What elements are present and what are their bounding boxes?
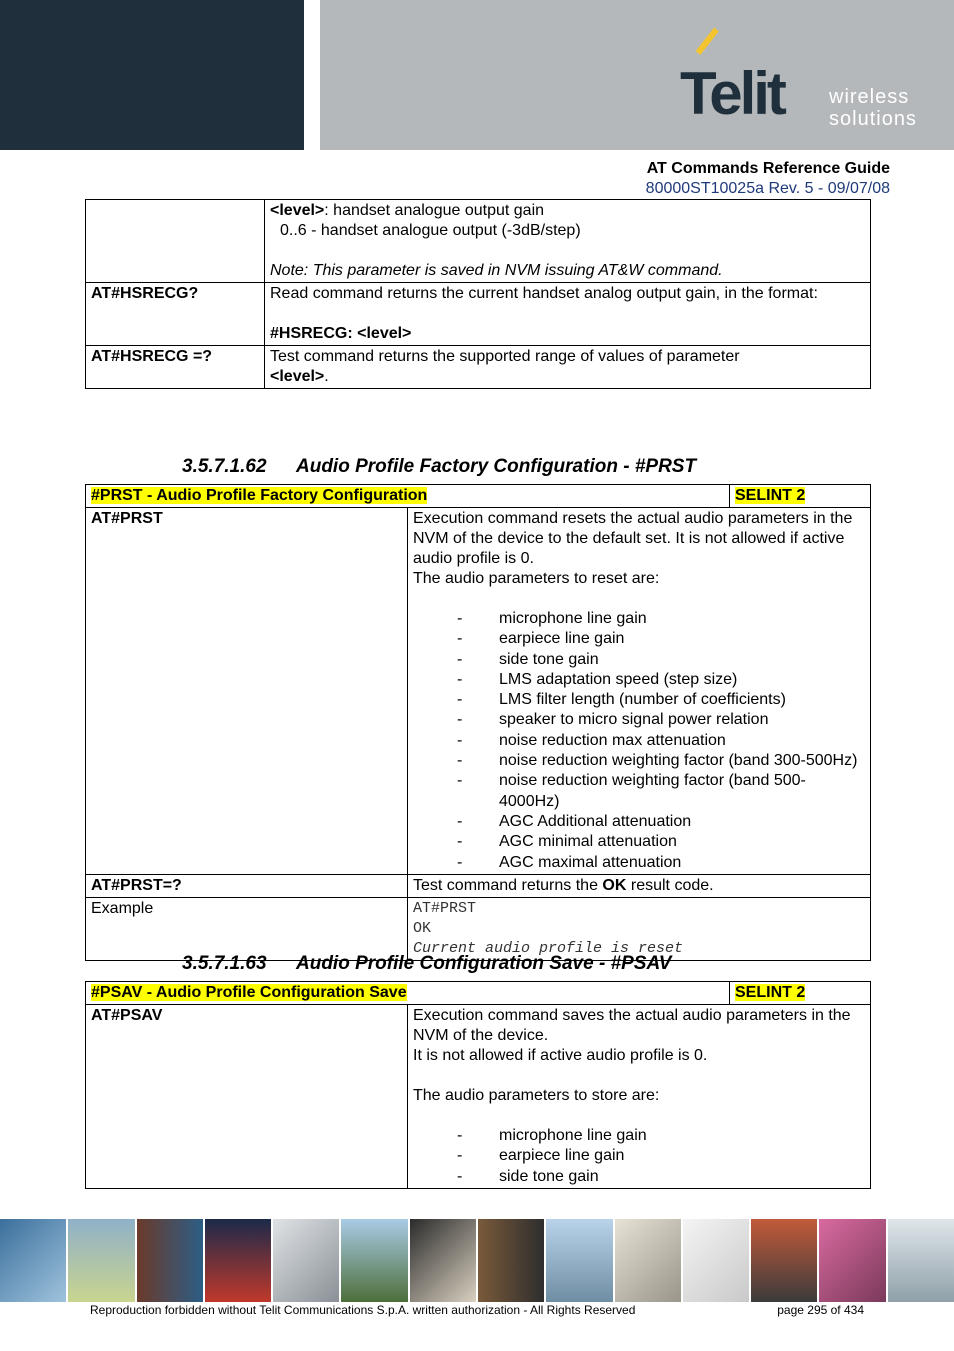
prst-table	[85, 484, 871, 961]
section-title: Audio Profile Factory Configuration - #PRST	[296, 456, 697, 477]
cmd-hsrecg-test: AT#HSRECG =?	[86, 346, 265, 389]
level-range: 0..6 - handset analogue output (-3dB/step)	[280, 222, 581, 239]
psav-desc: Execution command saves the actual audio parameters in the NVM of the device.	[413, 1007, 851, 1044]
footer-text	[90, 1302, 870, 1318]
prst-param-list	[413, 609, 865, 873]
list-item: - microphone line gain	[413, 1126, 865, 1146]
footer-photo	[546, 1219, 612, 1302]
example-line: Current audio profile is reset	[413, 939, 684, 957]
section-heading-psav	[182, 953, 671, 975]
table-row	[86, 508, 871, 875]
nvm-note: Note: This parameter is saved in NVM issuing AT&W command.	[270, 262, 723, 279]
hsrecg-table	[85, 199, 871, 389]
footer-photo	[0, 1219, 66, 1302]
table-row	[86, 346, 871, 389]
prst-selint-cell	[730, 485, 871, 508]
example-cell	[408, 897, 871, 960]
example-label: Example	[86, 897, 408, 960]
table-cell-read-desc	[265, 283, 871, 346]
psav-header-cell	[86, 982, 730, 1005]
table-row	[86, 897, 871, 960]
list-item: - AGC Additional attenuation	[413, 812, 865, 832]
example-line: AT#PRST	[413, 899, 477, 917]
footer-photo	[341, 1219, 407, 1302]
example-line: OK	[413, 919, 432, 937]
nvm-note-text: Note: This parameter is saved in NVM issuing AT&W command	[270, 262, 719, 279]
test-param: <level>	[270, 368, 325, 385]
list-item: - speaker to micro signal power relation	[413, 710, 865, 730]
selint-badge: SELINT 2	[735, 984, 806, 1001]
selint-badge: SELINT 2	[735, 487, 806, 504]
list-item: - earpiece line gain	[413, 629, 865, 649]
ok-code: OK	[602, 876, 627, 894]
list-item: - side tone gain	[413, 1167, 865, 1187]
psav-desc-cell	[408, 1005, 871, 1189]
prst-test-cell	[408, 874, 871, 897]
section-number: 3.5.7.1.63	[182, 953, 267, 974]
list-item: - AGC maximal attenuation	[413, 853, 865, 873]
list-item: - side tone gain	[413, 650, 865, 670]
footer-photo	[819, 1219, 885, 1302]
cmd-prst: AT#PRST	[86, 508, 408, 875]
list-item: - LMS adaptation speed (step size)	[413, 670, 865, 690]
level-param: <level>	[270, 202, 325, 219]
doc-title-block	[646, 159, 890, 199]
read-format: #HSRECG: <level>	[270, 325, 412, 342]
footer-photo	[683, 1219, 749, 1302]
footer-photo	[273, 1219, 339, 1302]
prst-params-intro: The audio parameters to reset are:	[413, 570, 660, 587]
list-item: - LMS filter length (number of coefficients)	[413, 690, 865, 710]
tagline-line-1: wireless	[829, 86, 910, 108]
table-cell-level-param	[265, 200, 871, 283]
tagline-line-2: solutions	[829, 108, 917, 130]
list-item: - noise reduction weighting factor (band 300-500Hz)	[413, 751, 865, 771]
cmd-prst-test: AT#PRST=?	[86, 874, 408, 897]
level-param-desc: : handset analogue output gain	[324, 202, 545, 219]
prst-header-cell	[86, 485, 730, 508]
prst-header: #PRST - Audio Profile Factory Configuration	[91, 487, 428, 504]
list-item: - microphone line gain	[413, 609, 865, 629]
cmd-hsrecg-read: AT#HSRECG?	[86, 283, 265, 346]
footer-photo	[205, 1219, 271, 1302]
footer-photo	[751, 1219, 817, 1302]
telit-logo: Telit	[680, 60, 784, 127]
footer-image-strip	[0, 1219, 954, 1302]
psav-params-intro: The audio parameters to store are:	[413, 1087, 660, 1104]
footer-photo	[888, 1219, 954, 1302]
footer-photo	[68, 1219, 134, 1302]
psav-header: #PSAV - Audio Profile Configuration Save	[91, 984, 407, 1001]
section-heading-prst	[182, 456, 696, 478]
table-header-row	[86, 485, 871, 508]
list-item: - noise reduction weighting factor (band 500-4000Hz)	[413, 771, 865, 812]
table-cell-empty	[86, 200, 265, 283]
footer-photo	[137, 1219, 203, 1302]
table-row	[86, 874, 871, 897]
section-title: Audio Profile Configuration Save - #PSAV	[296, 953, 672, 974]
prst-desc-cell	[408, 508, 871, 875]
table-cell-test-desc	[265, 346, 871, 389]
header-dark-block	[0, 0, 304, 150]
page-number: page 295 of 434	[777, 1303, 864, 1317]
level-param-line	[270, 201, 865, 221]
test-desc: Test command returns the supported range of values of parameter	[270, 348, 740, 365]
psav-restriction: It is not allowed if active audio profile is 0.	[413, 1047, 708, 1064]
psav-param-list	[413, 1126, 865, 1187]
footer-photo	[478, 1219, 544, 1302]
table-row	[86, 200, 871, 283]
list-item: - AGC minimal attenuation	[413, 832, 865, 852]
prst-desc: Execution command resets the actual audio parameters in the NVM of the device to the default set. It is not allowed if active audio profile is 0.	[413, 510, 853, 567]
doc-revision: 80000ST10025a Rev. 5 - 09/07/08	[645, 180, 890, 197]
table-row	[86, 283, 871, 346]
prst-test-desc-b: result code.	[626, 876, 714, 894]
footer-photo	[410, 1219, 476, 1302]
section-number: 3.5.7.1.62	[182, 456, 267, 477]
footer-photo	[615, 1219, 681, 1302]
table-row	[86, 1005, 871, 1189]
test-param-line: <level>.	[270, 368, 329, 385]
psav-table	[85, 981, 871, 1189]
read-desc: Read command returns the current handset analog output gain, in the format:	[270, 285, 818, 302]
cmd-psav: AT#PSAV	[86, 1005, 408, 1189]
prst-test-desc-a: Test command returns the	[413, 876, 603, 894]
doc-title: AT Commands Reference Guide	[646, 160, 890, 177]
list-item: - noise reduction max attenuation	[413, 731, 865, 751]
telit-logo-tagline	[829, 86, 917, 130]
copyright-notice: Reproduction forbidden without Telit Communications S.p.A. written authorization - All Rights Reserved	[90, 1303, 636, 1317]
table-header-row	[86, 982, 871, 1005]
list-item: - earpiece line gain	[413, 1146, 865, 1166]
psav-selint-cell	[730, 982, 871, 1005]
